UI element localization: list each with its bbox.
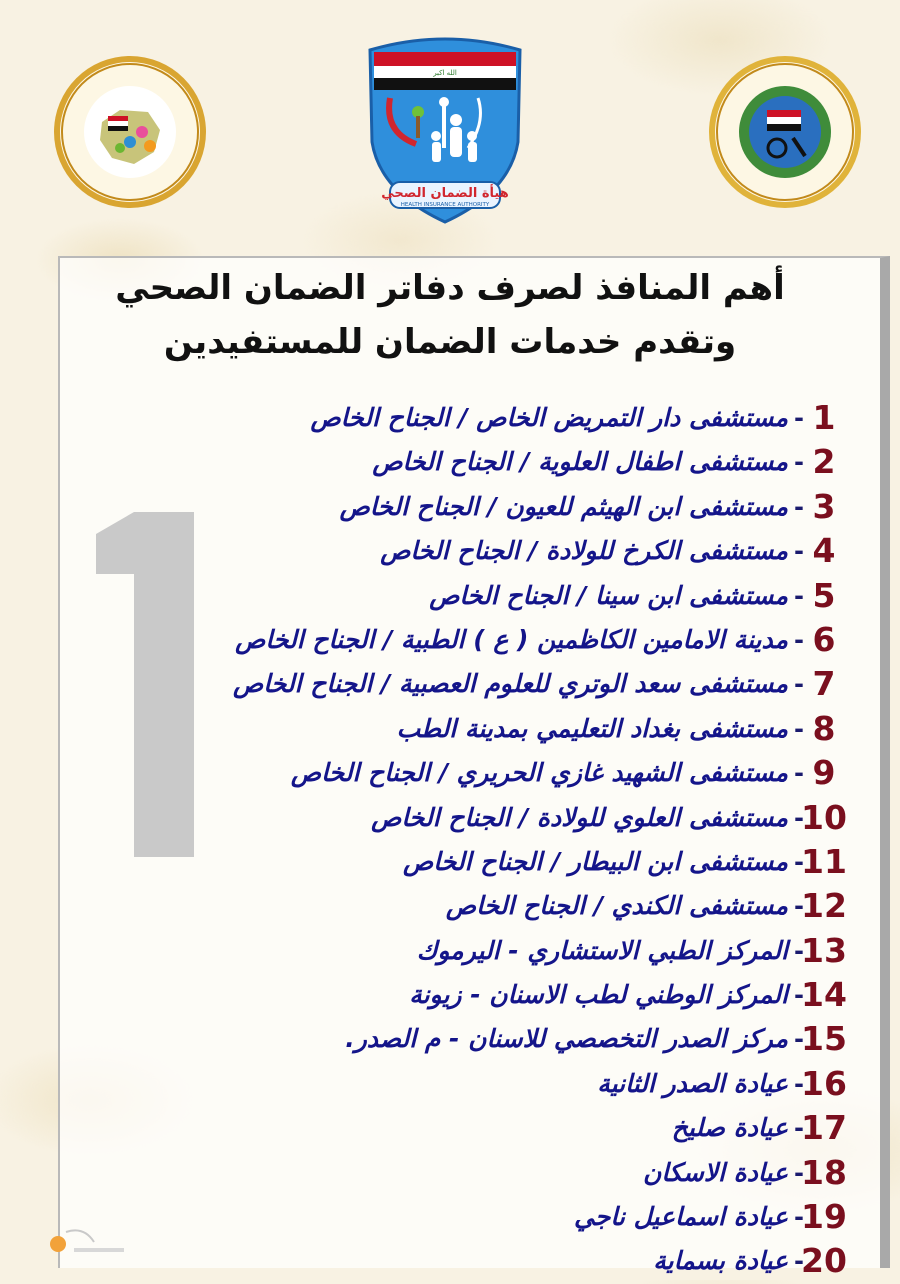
list-item-dash: - [794, 803, 804, 832]
list-item-dash: - [794, 537, 804, 566]
list-item-number: 16 [801, 1063, 847, 1103]
list-item-dash: - [794, 448, 804, 477]
list-item-number: 18 [801, 1152, 847, 1192]
list-item-dash: - [794, 404, 804, 432]
list-item-dash: - [794, 581, 804, 610]
list-item-number: 20 [801, 1241, 847, 1281]
list-item [0, 396, 900, 440]
list-item-text: مستشفى ابن سينا / الجناح الخاص [429, 580, 788, 610]
list-item-number: 8 [812, 708, 836, 748]
list-item [0, 440, 900, 484]
list-item [0, 1106, 900, 1150]
list-item-number: 13 [801, 930, 847, 970]
list-item [0, 662, 900, 706]
list-item-number: 11 [801, 841, 847, 881]
list-item-dash: - [794, 492, 804, 521]
list-item-dash: - [794, 847, 804, 876]
list-item-text: مستشفى اطفال العلوية / الجناح الخاص [372, 447, 788, 477]
list-item-dash: - [794, 1069, 804, 1098]
list-item-text: مستشفى بغداد التعليمي بمدينة الطب [396, 713, 788, 743]
ministry-labor-social-affairs-seal-icon [705, 52, 865, 212]
list-item [0, 618, 900, 662]
list-item-text: مستشفى الكرخ للولادة / الجناح الخاص [380, 536, 788, 566]
list-item-number: 4 [812, 531, 836, 571]
center-logo-english-label: HEALTH INSURANCE AUTHORITY [400, 202, 490, 208]
list-item-text: عيادة صليخ [671, 1113, 788, 1143]
list-item-dash: - [794, 670, 804, 699]
list-item [0, 485, 900, 529]
list-item-text: عيادة بسماية [653, 1246, 788, 1276]
list-item-text: مستشفى الكندي / الجناح الخاص [445, 891, 788, 921]
list-item-dash: - [794, 1158, 804, 1187]
list-item-dash: - [794, 1025, 804, 1054]
list-item-number: 12 [801, 886, 847, 926]
page-title: أهم المنافذ لصرف دفاتر الضمان الصحي [115, 268, 785, 308]
list-item-dash: - [794, 759, 804, 788]
list-item-number: 9 [812, 753, 836, 793]
list-item-text: عيادة الاسكان [643, 1157, 788, 1187]
list-item-text: مركز الصدر التخصصي للاسنان - م الصدر. [345, 1024, 788, 1054]
list-item-number: 17 [801, 1108, 847, 1148]
list-item-text: عيادة الصدر الثانية [597, 1068, 788, 1098]
list-item-number: 7 [812, 664, 836, 704]
list-item-text: مستشفى الشهيد غازي الحريري / الجناح الخاص [290, 758, 788, 788]
list-item-dash: - [794, 892, 804, 921]
list-item [0, 884, 900, 928]
list-item-number: 14 [801, 975, 847, 1015]
list-item-dash: - [794, 1247, 804, 1276]
list-item [0, 1151, 900, 1195]
page-subtitle: وتقدم خدمات الضمان للمستفيدين [163, 322, 737, 362]
list-item-number: 10 [801, 797, 847, 837]
list-item [0, 574, 900, 618]
list-item [0, 1195, 900, 1239]
list-item-dash: - [794, 625, 804, 654]
list-item [0, 1239, 900, 1283]
list-item [0, 929, 900, 973]
list-item [0, 973, 900, 1017]
health-insurance-shield-icon [360, 32, 530, 227]
watermark-logo-icon [44, 1224, 134, 1264]
list-item-dash: - [794, 1114, 804, 1143]
list-item-number: 5 [812, 575, 836, 615]
list-item-dash: - [794, 981, 804, 1010]
list-item-text: عيادة اسماعيل ناجي [574, 1202, 788, 1232]
list-item-number: 15 [801, 1019, 847, 1059]
list-item [0, 1062, 900, 1106]
list-item-text: مستشفى ابن البيطار / الجناح الخاص [403, 846, 788, 876]
center-logo-arabic-label: هيأة الضمان الصحي [381, 186, 509, 201]
list-item-number: 3 [812, 486, 836, 526]
list-item [0, 840, 900, 884]
list-item-text: المركز الطبي الاستشاري - اليرموك [416, 935, 788, 965]
list-item-text: مستشفى ابن الهيثم للعيون / الجناح الخاص [339, 491, 788, 521]
svg-text:الله اكبر: الله اكبر [433, 69, 457, 77]
list-item-dash: - [794, 1203, 804, 1232]
list-item-text: المركز الوطني لطب الاسنان - زيونة [409, 980, 788, 1010]
list-item-number: 6 [812, 619, 836, 659]
ministry-labor-disability-commission-seal-icon [50, 52, 210, 212]
list-item-number: 19 [801, 1197, 847, 1237]
list-item-number: 2 [812, 442, 836, 482]
list-item [0, 796, 900, 840]
list-item-text: مستشفى دار التمريض الخاص / الجناح الخاص [310, 403, 788, 432]
outlets-list [0, 396, 900, 1284]
list-item-text: مدينة الامامين الكاظمين ( ع ) الطبية / الجناح الخاص [235, 624, 788, 654]
list-item-text: مستشفى سعد الوتري للعلوم العصبية / الجناح الخاص [233, 669, 788, 699]
list-item-number: 1 [812, 398, 836, 437]
list-item [0, 707, 900, 751]
list-item-dash: - [794, 714, 804, 743]
list-item-dash: - [794, 936, 804, 965]
list-item-text: مستشفى العلوي للولادة / الجناح الخاص [371, 802, 788, 832]
list-item [0, 1017, 900, 1061]
list-item [0, 751, 900, 795]
list-item [0, 529, 900, 573]
